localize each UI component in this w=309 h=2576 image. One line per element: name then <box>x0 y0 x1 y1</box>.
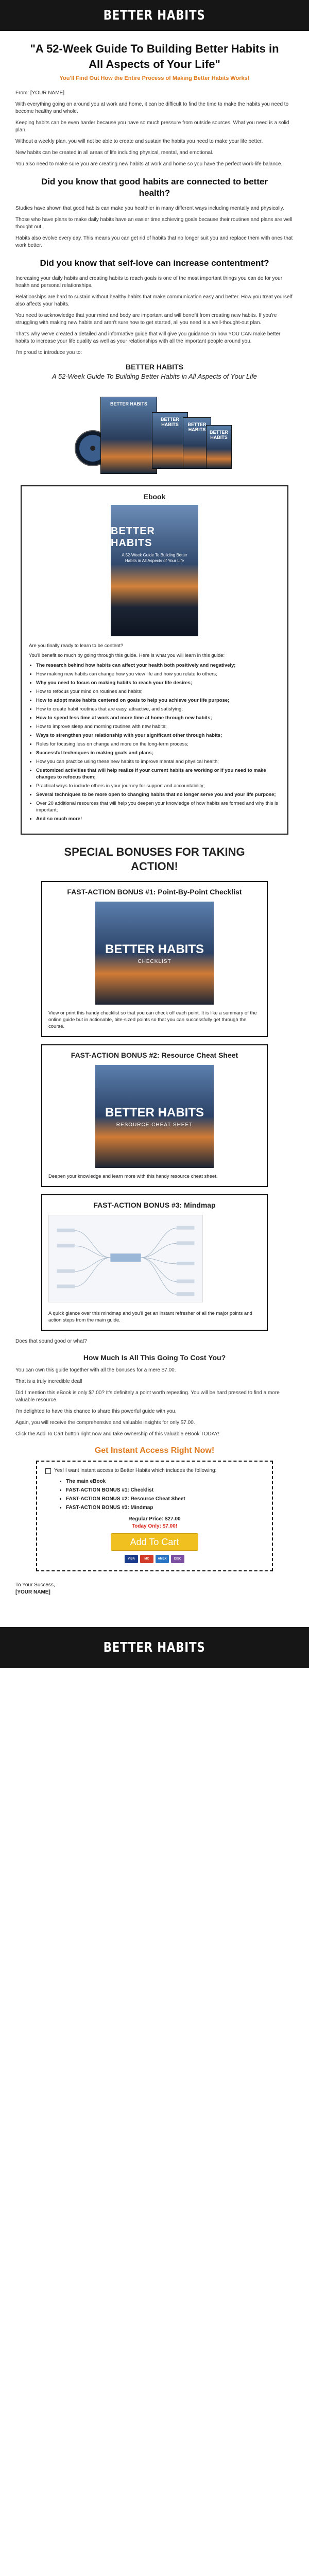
ebook-cover-subtitle: A 52-Week Guide To Building Better Habits in All Aspects of Your Life <box>122 553 187 563</box>
bonus-card-3 <box>41 1194 268 1331</box>
bonuses-heading: SPECIAL BONUSES FOR TAKING ACTION! <box>64 845 245 873</box>
signoff-name: [YOUR NAME] <box>15 1589 50 1595</box>
ebook-benefit-item: • And so much more! <box>36 816 280 822</box>
bonus-description: Deepen your knowledge and learn more with this handy resource cheat sheet. <box>48 1174 218 1179</box>
header-bar <box>0 0 309 31</box>
ebook-label: Ebook <box>143 493 166 501</box>
order-items-list <box>66 1477 264 1512</box>
ebook-cover-image <box>111 505 198 636</box>
pricing-paragraph: I'm delighted to have this chance to share this powerful guide with you. <box>15 1409 177 1414</box>
order-item: • The main eBook <box>66 1477 264 1486</box>
today-price: Today Only: $7.00! <box>131 1523 178 1529</box>
order-confirm-text: Yes! I want instant access to Better Habits which includes the following: <box>54 1468 217 1473</box>
product-name: BETTER HABITS <box>126 363 183 371</box>
ebook-benefit-item: • Practical ways to include others in your journey for support and accountability; <box>36 783 280 789</box>
sound-good-text: Does that sound good or what? <box>15 1338 87 1344</box>
intro-paragraph: Without a weekly plan, you will not be able to create and sustain the habits you need to make your life better. <box>15 139 263 144</box>
section-paragraph: That's why we've created a detailed and informative guide that will give you guidance on how YOU CAN make better habits to increase your life quality as well as your relationships with all the important people around you. <box>15 331 281 344</box>
ebook-benefit-item: • How making new habits can change how you view life and how you relate to others; <box>36 671 280 677</box>
section-paragraph: Studies have shown that good habits can make you healthier in many different ways including mentally and physically. <box>15 206 284 211</box>
ebook-benefit-item: • How to improve sleep and morning routines with new habits; <box>36 723 280 730</box>
mastercard-icon: MC <box>140 1555 153 1563</box>
section-paragraph: I'm proud to introduce you to: <box>15 350 82 355</box>
product-subtitle: A 52-Week Guide To Building Better Habits in All Aspects of Your Life <box>52 372 257 380</box>
product-box-image: BETTER HABITS <box>100 397 157 474</box>
hero-subtitle: You'll Find Out How the Entire Process of Making Better Habits Works! <box>59 75 250 81</box>
checklist-cover-image: BETTER HABITS CHECKLIST <box>95 902 214 1005</box>
ebook-benefit-item: • Several techniques to be more open to changing habits that no longer serve you and your life purpose; <box>36 791 280 798</box>
ebook-benefit-item: • How to adopt make habits centered on goals to help you achieve your life purpose; <box>36 697 280 704</box>
pricing-paragraph: That is a truly incredible deal! <box>15 1379 83 1384</box>
bonus-description: A quick glance over this mindmap and you'll get an instant refresher of all the major points and action steps from the main guide. <box>48 1311 252 1323</box>
footer-logo: BETTER HABITS <box>104 1640 205 1655</box>
brand-logo: BETTER HABITS <box>104 8 205 23</box>
ebook-ready-text: Are you finally ready to learn to be content? <box>29 643 124 649</box>
section-heading-selflove: Did you know that self-love can increase contentment? <box>40 258 269 268</box>
ebook-benefit-item: • Over 20 additional resources that will help you deepen your knowledge of how habits are formed and why this is important; <box>36 800 280 814</box>
add-to-cart-button[interactable]: Add To Cart <box>111 1533 198 1551</box>
ebook-benefit-list <box>36 662 280 822</box>
ebook-benefit-item: • Customized activities that will help realize if your current habits are working or if you need to make changes to refocus them; <box>36 767 280 781</box>
bonus-card-2 <box>41 1044 268 1187</box>
pricing-heading: How Much Is All This Going To Cost You? <box>83 1353 226 1362</box>
payment-cards <box>45 1555 264 1563</box>
section-paragraph: You need to acknowledge that your mind and body are important and will benefit from creating new habits. If you're struggling with making new habits and aren't sure how to get started, all you need is a well-thought-out plan. <box>15 313 277 326</box>
ebook-benefit-item: • How to create habit routines that are easy, attractive, and satisfying; <box>36 706 280 713</box>
pricing-paragraph: Again, you will receive the comprehensive and valuable insights for only $7.00. <box>15 1420 195 1426</box>
ebook-card <box>21 485 288 835</box>
regular-price: Regular Price: $27.00 <box>128 1516 181 1522</box>
bonus-description: View or print this handy checklist so that you can check off each point. It is like a summary of the online guide but in actionable, bite-sized points so that you can successfully get through the course. <box>48 1010 257 1029</box>
section-paragraph: Relationships are hard to sustain without healthy habits that make communication easy and better. How you treat yourself also affects your habits. <box>15 294 293 307</box>
intro-paragraph: Keeping habits can be even harder because you have so much pressure from outside sources. What you need is a solid plan. <box>15 120 289 133</box>
ebook-benefit-item: • How you can practice using these new habits to improve mental and physical health; <box>36 758 280 765</box>
intro-paragraph: With everything going on around you at work and home, it can be difficult to find the time to make the habits you need to become healthy and whole. <box>15 101 289 114</box>
ebook-benefit-item: • Why you need to focus on making habits to reach your life desires; <box>36 680 280 686</box>
intro-from: From: [YOUR NAME] <box>15 90 65 96</box>
order-item: • FAST-ACTION BONUS #3: Mindmap <box>66 1503 264 1512</box>
product-tablet-image: BETTER HABITS <box>206 425 232 469</box>
pricing-paragraph: Did I mention this eBook is only $7.00? It's definitely a point worth repeating. You will be hard pressed to find a more valuable resource. <box>15 1390 280 1403</box>
bonus-title: FAST-ACTION BONUS #2: Resource Cheat Sheet <box>71 1051 238 1059</box>
ebook-benefit-item: • Successful techniques in making goals and plans; <box>36 750 280 756</box>
ebook-cover-title: BETTER HABITS <box>111 526 155 549</box>
amex-card-icon: AMEX <box>156 1555 169 1563</box>
cheat-sheet-cover-image: BETTER HABITS RESOURCE CHEAT SHEET <box>95 1065 214 1168</box>
product-bundle-image <box>75 386 234 479</box>
ebook-benefit-item: • Ways to strengthen your relationship with your significant other through habits; <box>36 732 280 739</box>
order-item: • FAST-ACTION BONUS #1: Checklist <box>66 1486 264 1495</box>
order-box <box>36 1461 273 1571</box>
bonus-title: FAST-ACTION BONUS #1: Point-By-Point Checklist <box>67 888 242 896</box>
intro-paragraph: You also need to make sure you are creating new habits at work and home so you have the perfect work-life balance. <box>15 161 283 167</box>
hero-title: "A 52-Week Guide To Building Better Habits in All Aspects of Your Life" <box>30 42 279 71</box>
pricing-paragraph: You can own this guide together with all the bonuses for a mere $7.00. <box>15 1367 176 1373</box>
section-heading-health: Did you know that good habits are connected to better health? <box>41 177 268 198</box>
ebook-benefit-item: • Rules for focusing less on change and more on the long-term process; <box>36 741 280 748</box>
signoff-line: To Your Success, <box>15 1582 55 1588</box>
order-heading: Get Instant Access Right Now! <box>94 1446 215 1455</box>
bonus-card-1 <box>41 881 268 1037</box>
footer-bar <box>0 1627 309 1668</box>
pricing-paragraph: Click the Add To Cart button right now and take ownership of this valuable eBook TODAY! <box>15 1431 220 1437</box>
product-book-image: BETTER HABITS <box>152 412 188 469</box>
order-confirm-row[interactable] <box>45 1468 264 1474</box>
order-checkbox[interactable] <box>45 1468 51 1474</box>
visa-card-icon: VISA <box>125 1555 138 1563</box>
section-paragraph: Increasing your daily habits and creating habits to reach goals is one of the most important things you can do for your health and personal relationships. <box>15 276 283 289</box>
section-paragraph: Habits also evolve every day. This means you can get rid of habits that no longer suit you and replace them with ones that work better. <box>15 235 293 248</box>
section-paragraph: Those who have plans to make daily habits have an easier time achieving goals because their routines and plans are well thought out. <box>15 217 293 230</box>
ebook-benefit-item: • The research behind how habits can affect your health both positively and negatively; <box>36 662 280 669</box>
main-content <box>10 41 299 1596</box>
ebook-benefit-item: • How to refocus your mind on routines and habits; <box>36 688 280 695</box>
ebook-benefit-text: You'll benefit so much by going through this guide. Here is what you will learn in this guide: <box>29 653 225 658</box>
intro-paragraph: New habits can be created in all areas of life including physical, mental, and emotional. <box>15 150 214 156</box>
order-item: • FAST-ACTION BONUS #2: Resource Cheat Sheet <box>66 1495 264 1503</box>
ebook-benefit-item: • How to spend less time at work and more time at home through new habits; <box>36 715 280 721</box>
mindmap-image <box>48 1215 203 1302</box>
discover-card-icon: DISC <box>171 1555 184 1563</box>
product-book-image: BETTER HABITS <box>183 417 211 469</box>
bonus-title: FAST-ACTION BONUS #3: Mindmap <box>93 1201 216 1209</box>
